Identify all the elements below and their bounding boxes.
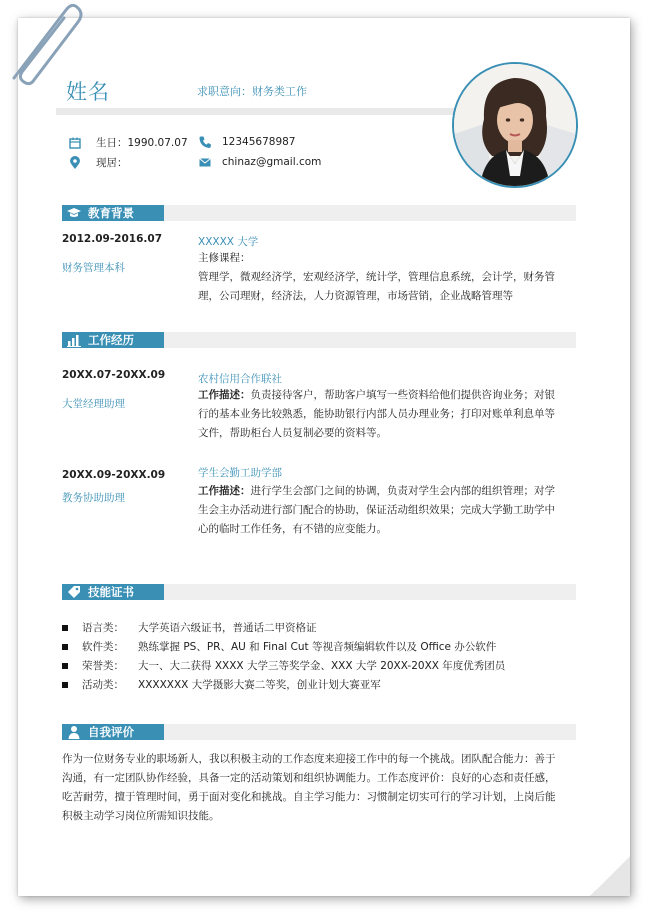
self-eval-line-1: 作为一位财务专业的职场新人，我以积极主动的工作态度来迎接工作中的每一个挑战。团队配合能力：善于 xyxy=(62,753,556,765)
self-eval-text xyxy=(62,750,582,826)
skills-section-header xyxy=(62,584,576,600)
skill-category: 荣誉类： xyxy=(82,660,124,672)
birth-row xyxy=(68,135,188,150)
skill-item xyxy=(62,658,505,673)
envelope-icon xyxy=(198,155,212,169)
email-text: chinaz@gmail.com xyxy=(222,156,322,168)
location-row xyxy=(68,155,128,170)
work-1-org: 农村信用合作联社 xyxy=(198,373,282,385)
self-eval-line-4: 积极主动学习岗位所需知识技能。 xyxy=(62,810,220,822)
portrait-image xyxy=(454,64,576,186)
skill-item xyxy=(62,620,317,635)
page-curl xyxy=(590,856,630,896)
skill-text: 大一、大二获得 XXXX 大学三等奖学金、XXX 大学 20XX-20XX 年度优秀团员 xyxy=(138,660,506,672)
work-2-line-3: 心的临时工作任务，有不错的应变能力。 xyxy=(198,523,387,535)
skills-title: 技能证书 xyxy=(88,585,134,599)
education-degree: 财务管理本科 xyxy=(62,262,125,274)
bullet-icon xyxy=(62,663,68,669)
education-date: 2012.09-2016.07 xyxy=(62,233,163,245)
bullet-icon xyxy=(62,644,68,650)
courses-line-2: 理，公司理财，经济法，人力资源管理，市场营销，企业战略管理等 xyxy=(198,290,513,302)
person-icon xyxy=(66,724,82,740)
email-row xyxy=(198,155,321,169)
tag-icon xyxy=(66,584,82,600)
skill-item xyxy=(62,639,496,654)
work-2-desc-label: 工作描述： xyxy=(198,485,251,497)
work-2-org: 学生会勤工助学部 xyxy=(198,467,282,479)
education-title: 教育背景 xyxy=(88,206,134,220)
graduation-cap-icon xyxy=(66,205,82,221)
skill-text: 大学英语六级证书，普通话二甲资格证 xyxy=(138,622,317,634)
self-eval-line-3: 吃苦耐劳，擅于管理时间，勇于面对变化和挑战。自主学习能力：习惯制定切实可行的学习计划，上岗后能 xyxy=(62,791,556,803)
work-section-header xyxy=(62,332,576,348)
education-school: XXXXX 大学 xyxy=(198,236,259,248)
skill-text: XXXXXXX 大学摄影大赛二等奖，创业计划大赛亚军 xyxy=(138,679,381,691)
resume-name: 姓名 xyxy=(66,80,110,104)
work-1-line-3: 文件，帮助柜台人员复制必要的资料等。 xyxy=(198,427,387,439)
work-1-line-1 xyxy=(198,386,578,405)
skill-category: 语言类： xyxy=(82,622,124,634)
work-1-role: 大堂经理助理 xyxy=(62,398,125,410)
bullet-icon xyxy=(62,625,68,631)
education-section-label xyxy=(62,205,164,221)
birth-text: 生日：1990.07.07 xyxy=(96,137,188,149)
work-2-line-2: 生会主办活动进行部门配合的协助，保证活动组织效果；完成大学勤工助学中 xyxy=(198,504,555,516)
phone-text: 12345678987 xyxy=(222,136,296,148)
location-pin-icon xyxy=(68,156,82,170)
education-section-header xyxy=(62,205,576,221)
work-section-label xyxy=(62,332,164,348)
skills-section-label xyxy=(62,584,164,600)
paperclip-icon xyxy=(4,0,84,86)
self-eval-title: 自我评价 xyxy=(88,725,134,739)
work-1-desc xyxy=(198,386,578,443)
courses-line-1: 管理学，微观经济学，宏观经济学，统计学，管理信息系统，会计学，财务管 xyxy=(198,271,555,283)
skill-item xyxy=(62,677,381,692)
phone-icon xyxy=(198,135,212,149)
skill-text: 熟练掌握 PS、PR、AU 和 Final Cut 等视音频编辑软件以及 Office 办公软件 xyxy=(138,641,497,653)
skill-category: 软件类： xyxy=(82,641,124,653)
bullet-icon xyxy=(62,682,68,688)
courses-label: 主修课程： xyxy=(198,252,251,264)
work-2-line-1 xyxy=(198,482,578,501)
location-text: 现居： xyxy=(96,157,128,169)
work-title: 工作经历 xyxy=(88,333,134,347)
education-courses xyxy=(198,249,578,306)
work-2-role: 教务协助助理 xyxy=(62,492,125,504)
work-2-date: 20XX.09-20XX.09 xyxy=(62,469,166,481)
calendar-icon xyxy=(68,136,82,150)
job-intent: 求职意向：财务类工作 xyxy=(197,85,307,98)
work-1-desc-label: 工作描述： xyxy=(198,389,251,401)
work-1-desc-text: 负责接待客户，帮助客户填写一些资料给他们提供咨询业务；对银 xyxy=(250,389,555,401)
work-2-desc xyxy=(198,482,578,539)
profile-photo xyxy=(452,62,578,188)
self-eval-line-2: 沟通，有一定团队协作经验，具备一定的活动策划和组织协调能力。工作态度评价：良好的心态和责任感， xyxy=(62,772,556,784)
work-1-date: 20XX.07-20XX.09 xyxy=(62,369,166,381)
work-2-desc-text: 进行学生会部门之间的协调，负责对学生会内部的组织管理；对学 xyxy=(250,485,555,497)
phone-row xyxy=(198,135,296,149)
self-eval-section-label xyxy=(62,724,164,740)
self-eval-section-header xyxy=(62,724,576,740)
work-1-line-2: 行的基本业务比较熟悉，能协助银行内部人员办理业务；打印对账单利息单等 xyxy=(198,408,555,420)
skill-category: 活动类： xyxy=(82,679,124,691)
bar-chart-icon xyxy=(66,332,82,348)
